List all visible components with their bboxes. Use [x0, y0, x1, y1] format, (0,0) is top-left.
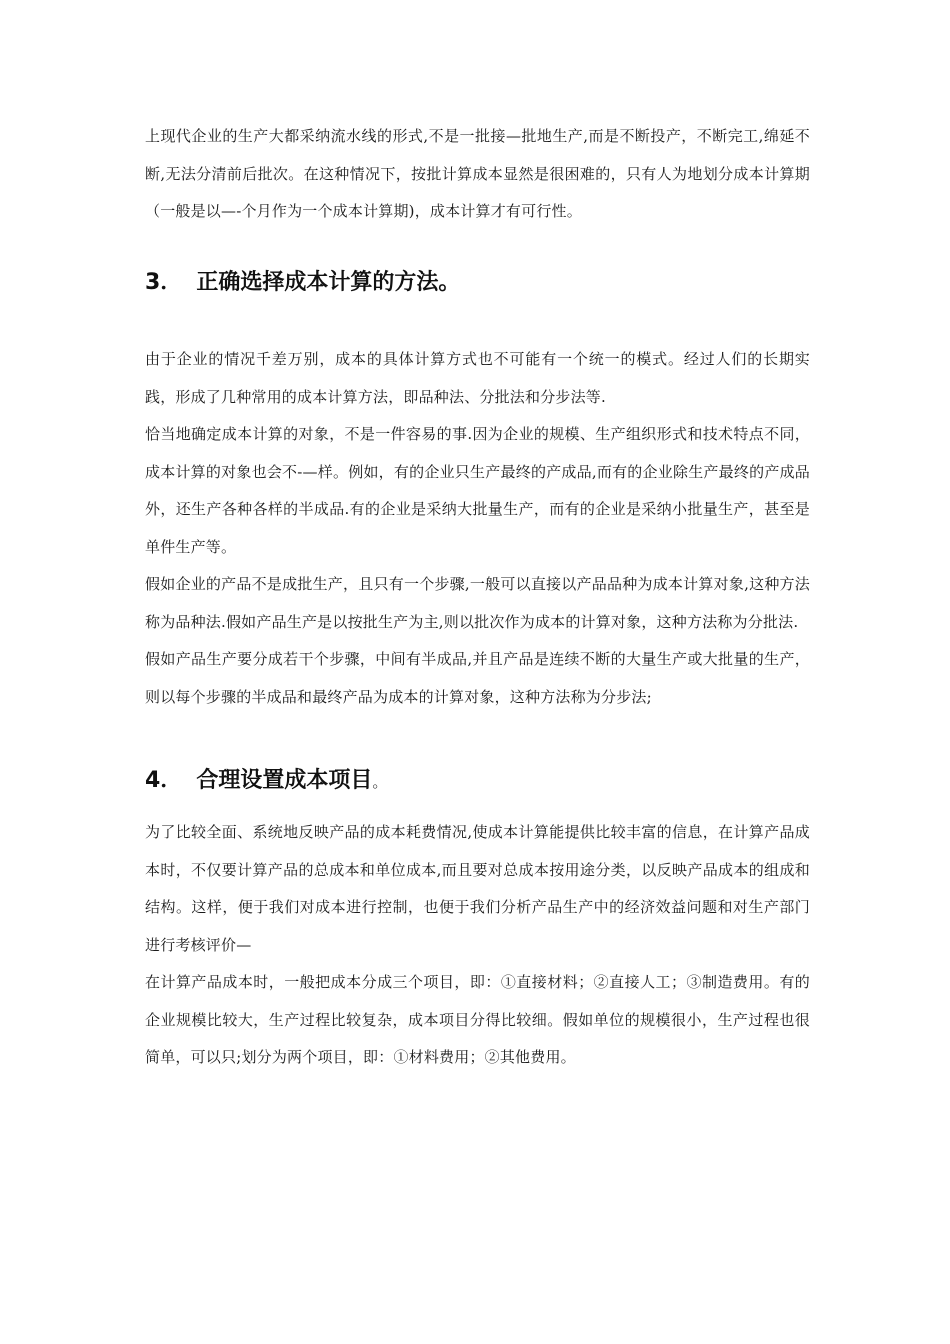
- section-4-body: [145, 814, 810, 1077]
- intro-section: [145, 118, 810, 231]
- section-3-paragraph-4: 假如产品生产要分成若干个步骤，中间有半成品,并且产品是连续不断的大量生产或大批量的生产，则以每个步骤的半成品和最终产品为成本的计算对象，这种方法称为分步法;: [145, 650, 810, 706]
- section-3-title: 正确选择成本计算的方法。: [196, 270, 461, 295]
- section-3-paragraph-2: 恰当地确定成本计算的对象，不是一件容易的事.因为企业的规模、生产组织形式和技术特点不同，成本计算的对象也会不-—样。例如，有的企业只生产最终的产成品,而有的企业除生产最终的产成品外，还生产各种各样的半成品.有的企业是采纳大批量生产，而有的企业是采纳小批量生产，甚至是单件生产等。: [145, 425, 810, 556]
- intro-paragraph: 上现代企业的生产大都采纳流水线的形式,不是一批接—批地生产,而是不断投产，不断完工,绵延不断,无法分清前后批次。在这种情况下，按批计算成本显然是很困难的，只有人为地划分成本计算期（一般是以—-个月作为一个成本计算期)，成本计算才有可行性。: [145, 127, 810, 220]
- section-3-number: 3．: [145, 270, 183, 295]
- section-4-paragraph-1: 为了比较全面、系统地反映产品的成本耗费情况,使成本计算能提供比较丰富的信息，在计算产品成本时，不仅要计算产品的总成本和单位成本,而且要对总成本按用途分类，以反映产品成本的组成和结构。这样，便于我们对成本进行控制，也便于我们分析产品生产中的经济效益问题和对生产部门进行考核评价—: [145, 823, 810, 954]
- section-4-number: 4．: [145, 768, 183, 793]
- section-4-title-suffix: 。: [372, 773, 388, 791]
- section-4-heading: [145, 766, 810, 797]
- section-4-paragraph-2: 在计算产品成本时，一般把成本分成三个项目，即：①直接材料；②直接人工；③制造费用。有的企业规模比较大，生产过程比较复杂，成本项目分得比较细。假如单位的规模很小，生产过程也很简单，可以只;划分为两个项目，即：①材料费用；②其他费用。: [145, 973, 810, 1066]
- section-3-paragraph-1: 由于企业的情况千差万别，成本的具体计算方式也不可能有一个统一的模式。经过人们的长期实践，形成了几种常用的成本计算方法，即品种法、分批法和分步法等.: [145, 350, 810, 406]
- section-4-title: 合理设置成本项目: [196, 768, 373, 793]
- section-3-paragraph-3: 假如企业的产品不是成批生产，且只有一个步骤,一般可以直接以产品品种为成本计算对象,这种方法称为品种法.假如产品生产是以按批生产为主,则以批次作为成本的计算对象，这种方法称为分批法.: [145, 575, 810, 631]
- section-3-body: [145, 341, 810, 716]
- section-3-heading: [145, 268, 810, 298]
